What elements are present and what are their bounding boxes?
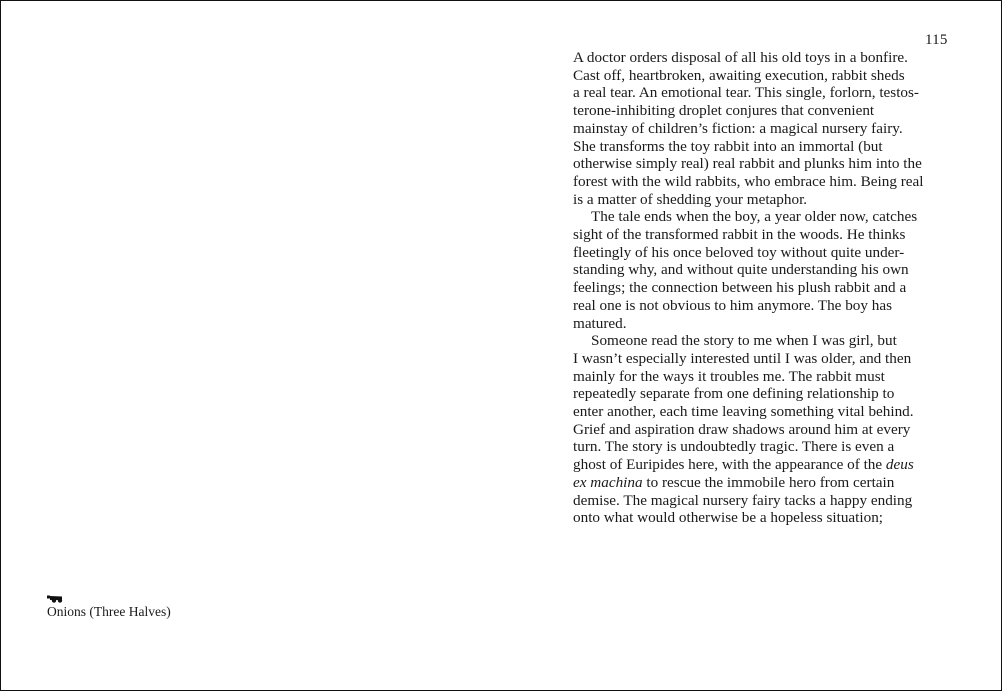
- text-segment: to rescue the immobile hero from certain: [642, 473, 895, 491]
- text-line: demise. The magical nursery fairy tacks a happy ending: [573, 491, 913, 509]
- body-text: [573, 49, 945, 527]
- running-footer: [47, 595, 171, 620]
- text-line: a real tear. An emotional tear. This single, forlorn, testos-: [573, 84, 919, 102]
- text-line: The tale ends when the boy, a year older now, catches: [591, 208, 918, 226]
- italic-term: ex machina: [573, 473, 643, 491]
- text-line: mainly for the ways it troubles me. The rabbit must: [573, 367, 885, 385]
- text-line: forest with the wild rabbits, who embrace him. Being real: [573, 172, 924, 190]
- text-line: Cast off, heartbroken, awaiting execution, rabbit sheds: [573, 66, 905, 84]
- text-line: matured.: [573, 314, 627, 332]
- text-line: She transforms the toy rabbit into an immortal (but: [573, 137, 883, 155]
- text-line: onto what would otherwise be a hopeless situation;: [573, 509, 884, 527]
- book-title: Onions (Three Halves): [47, 604, 171, 619]
- text-line: enter another, each time leaving something vital behind.: [573, 403, 914, 421]
- text-line: fleetingly of his once beloved toy without quite under-: [573, 243, 905, 261]
- text-line: is a matter of shedding your metaphor.: [573, 190, 808, 208]
- text-line: repeatedly separate from one defining relationship to: [573, 385, 895, 403]
- text-line: A doctor orders disposal of all his old toys in a bonfire.: [573, 49, 908, 66]
- text-line: mainstay of children’s fiction: a magical nursery fairy.: [573, 119, 903, 137]
- text-line: Grief and aspiration draw shadows around him at every: [573, 420, 911, 438]
- text-line: real one is not obvious to him anymore. The boy has: [573, 296, 893, 314]
- page-number: 115: [925, 32, 948, 48]
- text-line: otherwise simply real) real rabbit and plunks him into the: [573, 155, 922, 173]
- cannon-icon: [47, 595, 67, 603]
- text-line: turn. The story is undoubtedly tragic. There is even a: [573, 438, 895, 456]
- text-line: [573, 456, 945, 474]
- text-line: feelings; the connection between his plush rabbit and a: [573, 279, 907, 297]
- text-line: I wasn’t especially interested until I was older, and then: [573, 349, 912, 367]
- text-line: Someone read the story to me when I was girl, but: [591, 332, 897, 350]
- text-line: standing why, and without quite understanding his own: [573, 261, 909, 279]
- text-segment: ghost of Euripides here, with the appearance of the: [573, 456, 886, 474]
- text-line: sight of the transformed rabbit in the woods. He thinks: [573, 226, 906, 244]
- italic-term: deus: [885, 456, 914, 474]
- text-line: terone-inhibiting droplet conjures that convenient: [573, 102, 875, 120]
- text-line: [573, 474, 945, 492]
